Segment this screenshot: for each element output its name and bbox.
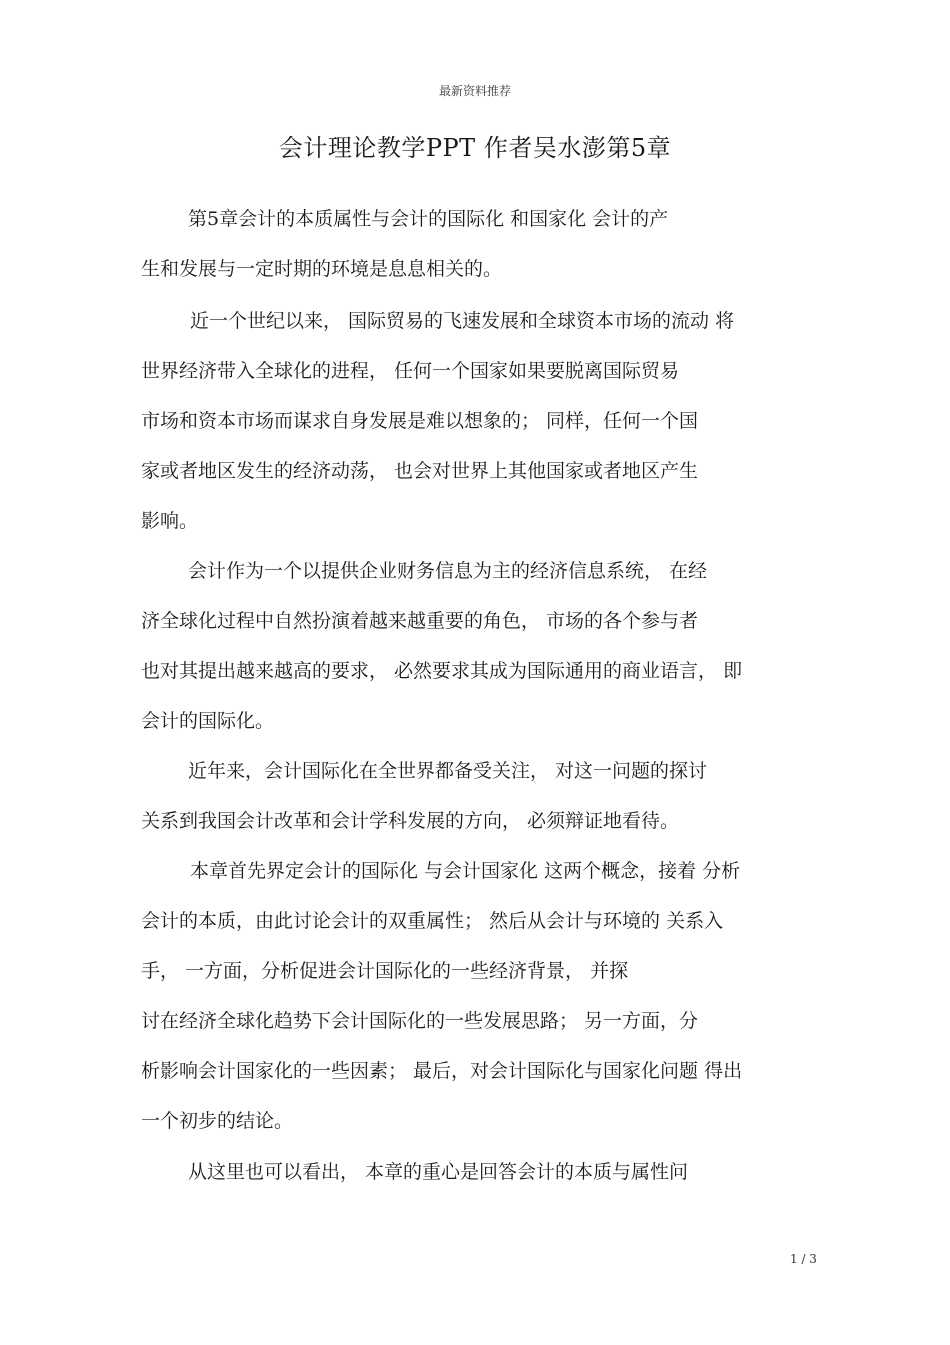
body-line: 家或者地区发生的经济动荡， 也会对世界上其他国家或者地区产生 bbox=[141, 460, 699, 482]
body-line: 会计作为一个以提供企业财务信息为主的经济信息系统， 在经 bbox=[188, 560, 708, 582]
body-line: 手， 一方面，分析促进会计国际化的一些经济背景， 并探 bbox=[141, 960, 629, 982]
body-line: 一个初步的结论。 bbox=[141, 1110, 294, 1132]
body-line: 济全球化过程中自然扮演着越来越重要的角色， 市场的各个参与者 bbox=[141, 610, 699, 632]
document-title: 会计理论教学PPT 作者吴水澎第5章 bbox=[278, 134, 672, 162]
body-line: 本章首先界定会计的国际化 与会计国家化 这两个概念，接着 分析 bbox=[190, 860, 741, 882]
body-line: 析影响会计国家化的一些因素； 最后，对会计国际化与国家化问题 得出 bbox=[141, 1060, 743, 1082]
body-line: 市场和资本市场而谋求自身发展是难以想象的； 同样，任何一个国 bbox=[141, 410, 699, 432]
page-number: 1 / 3 bbox=[790, 1252, 817, 1266]
body-line: 第5章会计的本质属性与会计的国际化 和国家化 会计的产 bbox=[188, 208, 669, 230]
header-note: 最新资料推荐 bbox=[438, 84, 511, 98]
body-line: 从这里也可以看出， 本章的重心是回答会计的本质与属性问 bbox=[188, 1161, 689, 1183]
body-line: 生和发展与一定时期的环境是息息相关的。 bbox=[141, 258, 503, 280]
body-line: 近一个世纪以来， 国际贸易的飞速发展和全球资本市场的流动 将 bbox=[190, 310, 735, 332]
body-line: 会计的本质，由此讨论会计的双重属性； 然后从会计与环境的 关系入 bbox=[141, 910, 724, 932]
body-line: 近年来，会计国际化在全世界都备受关注， 对这一问题的探讨 bbox=[188, 760, 708, 782]
body-line: 会计的国际化。 bbox=[141, 710, 275, 732]
body-line: 影响。 bbox=[141, 510, 199, 532]
body-line: 世界经济带入全球化的进程， 任何一个国家如果要脱离国际贸易 bbox=[141, 360, 680, 382]
body-line: 关系到我国会计改革和会计学科发展的方向， 必须辩证地看待。 bbox=[141, 810, 680, 832]
body-line: 讨在经济全球化趋势下会计国际化的一些发展思路； 另一方面，分 bbox=[141, 1010, 699, 1032]
body-line: 也对其提出越来越高的要求， 必然要求其成为国际通用的商业语言， 即 bbox=[141, 660, 743, 682]
